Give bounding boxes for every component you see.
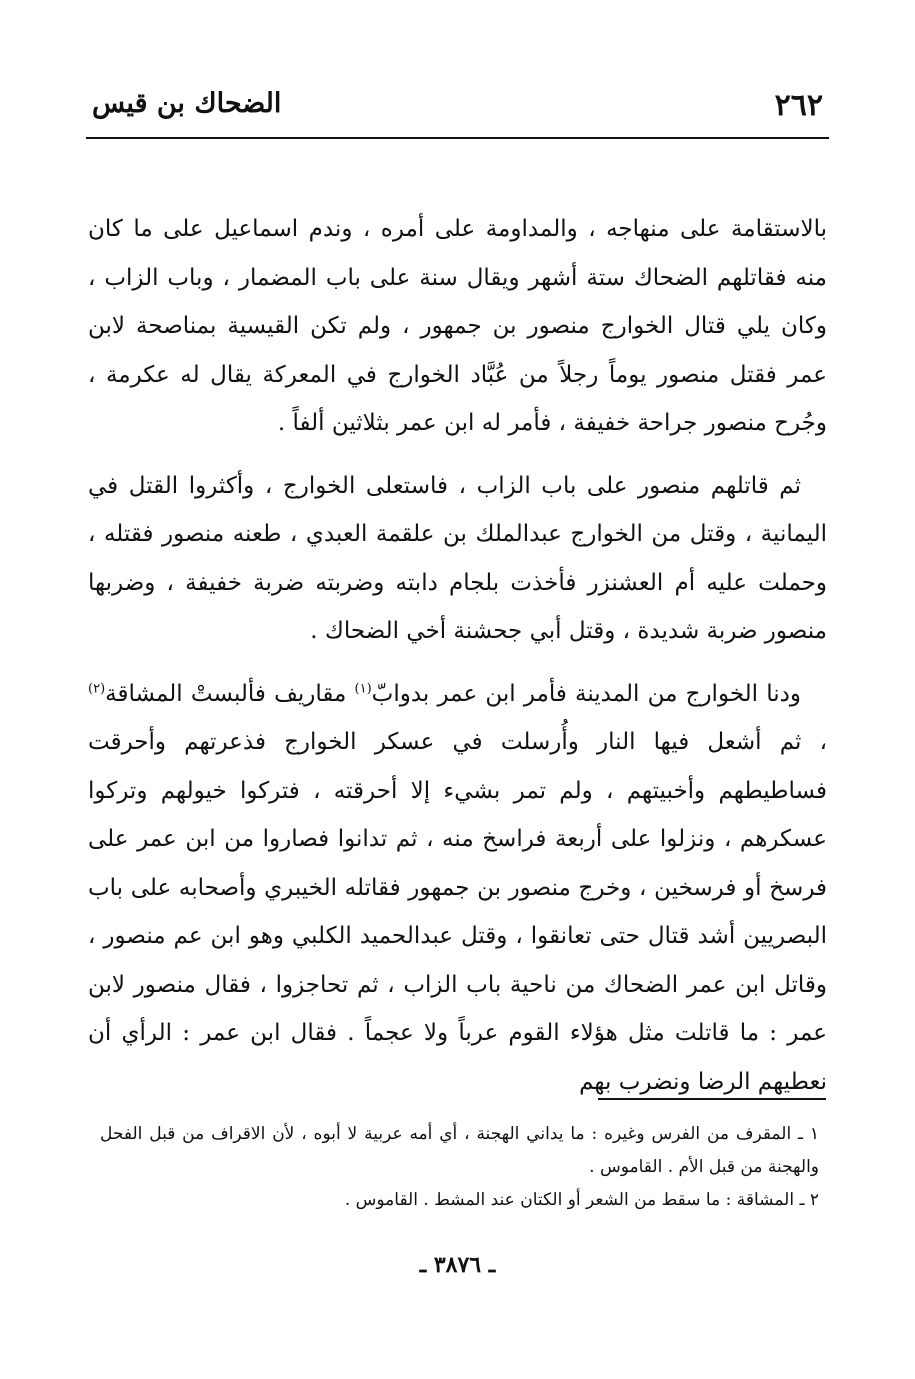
footnote-2: ٢ ـ المشاقة : ما سقط من الشعر أو الكتان عند المشط . القاموس .: [344, 1190, 819, 1210]
global-page-number: ـ ٣٨٧٦ ـ: [419, 1252, 496, 1278]
paragraph-3-part-3: ، ثم أشعل فيها النار وأُرسلت في عسكر الخوارج فذعرتهم وأحرقت فساطيطهم وأخبيتهم ، ولم تمر بشيء إلا أحرقته ، فتركوا خيولهم وتركوا عسكرهم ، ونزلوا على أربعة فراسخ منه ، ثم تدانوا فصاروا من ابن عمر على فرسخ أو فرسخين ، وخرج منصور بن جمهور فقاتله الخيبري وأصحابه على باب البصريين أشد قتال حتى تعانقوا ، وقتل عبدالحميد الكلبي وهو ابن عم منصور ، وقاتل ابن عمر الضحاك من ناحية باب الزاب ، ثم تحاجزوا ، فقال منصور لابن عمر : ما قاتلت مثل هؤلاء القوم عرباً ولا عجماً . فقال ابن عمر : الرأي أن نعطيهم الرضا ونضرب بهم: [88, 729, 827, 1095]
main-text: [88, 205, 827, 1120]
paragraph-3-part-2: مقاريف فألبستْ المشاقة: [105, 680, 355, 707]
paragraph-1: بالاستقامة على منهاجه ، والمداومة على أمره ، وندم اسماعيل على ما كان منه فقاتلهم الضحاك ستة أشهر ويقال سنة على باب المضمار ، وباب الزاب ، وكان يلي قتال الخوارج منصور بن جمهور ، ولم تكن القيسية بمناصحة لابن عمر فقتل منصور يوماً رجلاً من عُبَّاد الخوارج في المعركة يقال له عكرمة ، وجُرح منصور جراحة خفيفة ، فأمر له ابن عمر بثلاثين ألفاً .: [88, 216, 827, 436]
page-number: ٢٦٢: [774, 88, 823, 123]
paragraph-3: [88, 670, 827, 1107]
running-title: الضحاك بن قيس: [92, 88, 282, 119]
paragraph-3-part-1: ودنا الخوارج من المدينة فأمر ابن عمر بدوابّ: [371, 680, 801, 707]
header-rule: [86, 137, 829, 139]
footnote-rule: [598, 1098, 826, 1100]
footnote-reference-1: (١): [354, 680, 372, 696]
footnotes: [100, 1118, 819, 1217]
footnote-reference-2: (٢): [88, 680, 106, 696]
footnote-1: ١ ـ المقرف من الفرس وغيره : ما يداني الهجنة ، أي أمه عربية لا أبوه ، لأن الاقراف من قبل الفحل والهجنة من قبل الأم . القاموس .: [100, 1124, 819, 1177]
paragraph-2: ثم قاتلهم منصور على باب الزاب ، فاستعلى الخوارج ، وأكثروا القتل في اليمانية ، وقتل من الخوارج عبدالملك بن علقمة العبدي ، طعنه منصور فقتله ، وحملت عليه أم العشنزر فأخذت بلجام دابته وضربته ضربة خفيفة ، وضربها منصور ضربة شديدة ، وقتل أبي جحشنة أخي الضحاك .: [88, 472, 827, 644]
running-header: [92, 80, 823, 130]
